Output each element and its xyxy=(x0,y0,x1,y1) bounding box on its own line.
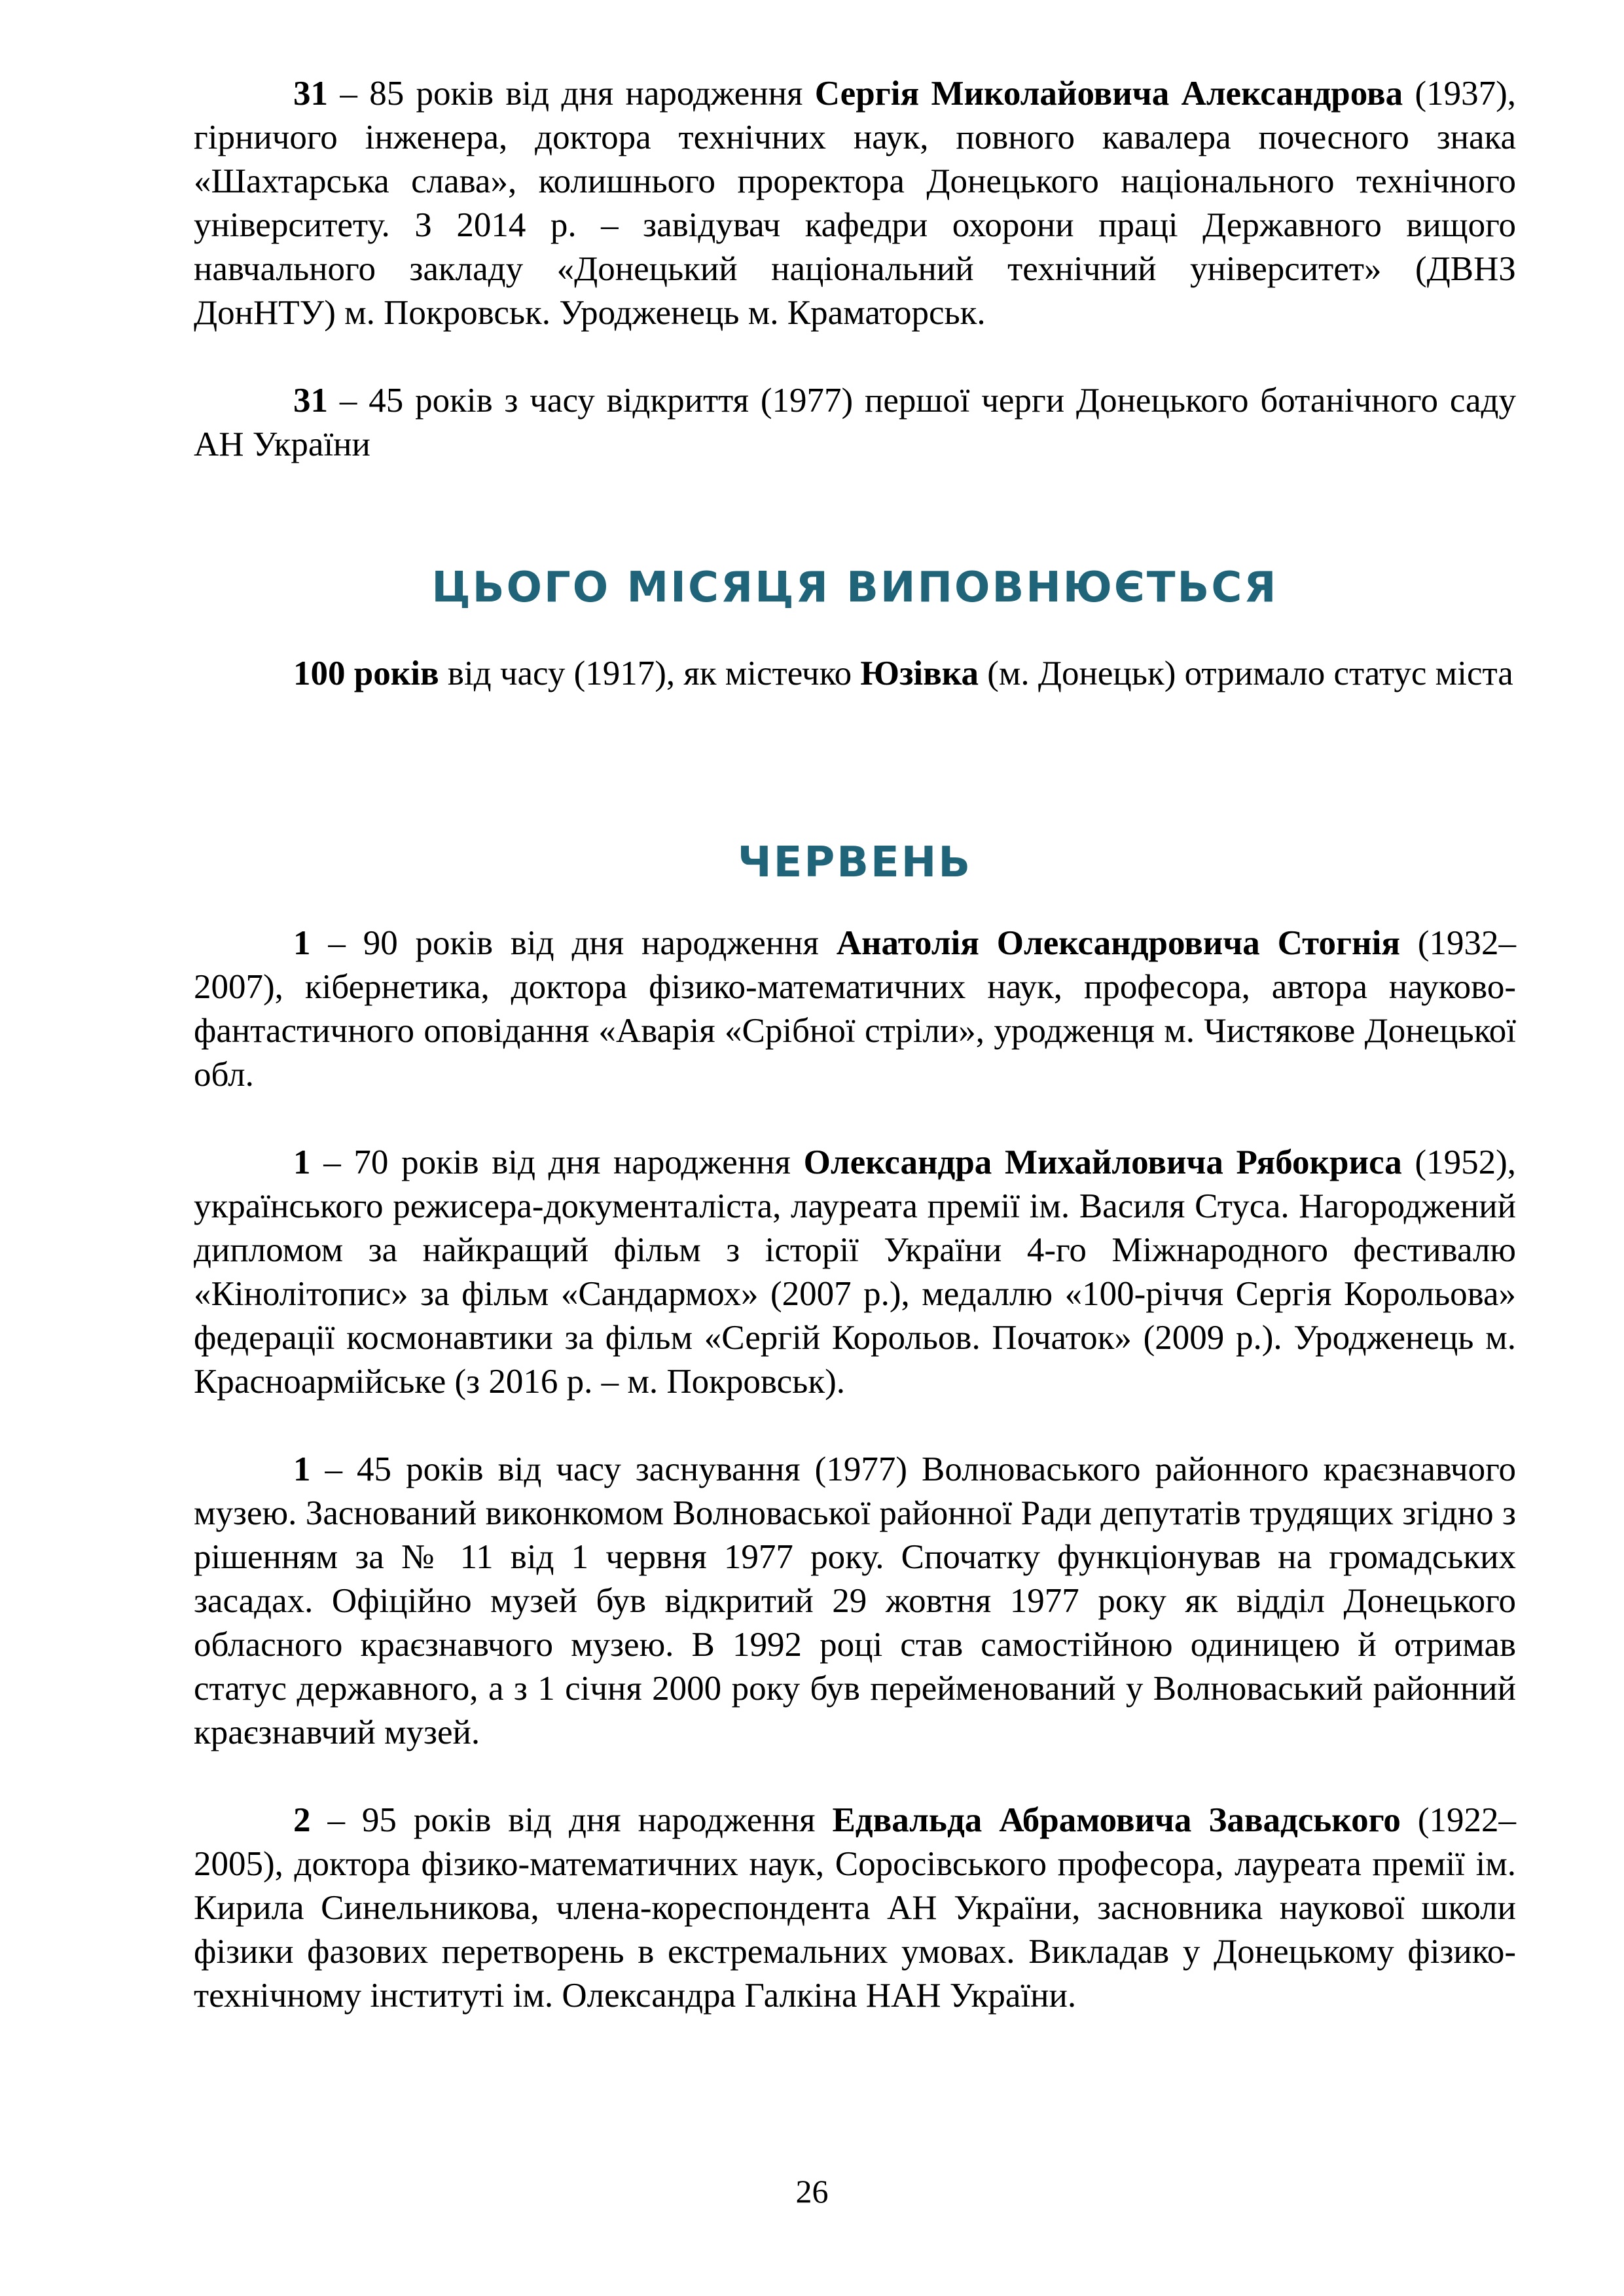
entry-volnovakha-museum xyxy=(194,1448,1516,1755)
entry-text: (1932–2007), кібернетика, доктора фізико-математичних наук, професора, автора науково-фантастичного оповідання «Аварія «Срібної стріли», уродженця м. Чистякове Донецької обл. xyxy=(194,924,1516,1094)
page-number: 26 xyxy=(795,2173,829,2210)
entry-date: 1 xyxy=(293,1450,311,1488)
place-name: Юзівка xyxy=(860,655,979,692)
entry-text: – 90 років від дня народження xyxy=(310,924,837,962)
entry-yuzivka xyxy=(194,652,1516,696)
person-name: Сергія Миколайовича Александрова xyxy=(814,75,1403,113)
section-heading-june: ЧЕРВЕНЬ xyxy=(737,838,973,887)
entry-text: – 70 років від дня народження xyxy=(310,1143,804,1181)
entry-date: 31 xyxy=(293,382,328,420)
document-body xyxy=(194,72,1516,2018)
entry-text: (1952), українського режисера-документаліста, лауреата премії ім. Василя Стуса. Нагороджений дипломом за найкращий фільм з історії України 4-го Міжнародного фестивалю «Кінолітопис» за фільм «Сандармох» (2007 р.), медаллю «100-річчя Сергія Корольова» федерації космонавтики за фільм «Сергій Корольов. Початок» (2009 р.). Уродженець м. Красноармійське (з 2016 р. – м. Покровськ). xyxy=(194,1143,1516,1401)
entry-riabokrys xyxy=(194,1141,1516,1404)
section-heading-month: ЦЬОГО МІСЯЦЯ ВИПОВНЮЄТЬСЯ xyxy=(431,564,1278,612)
person-name: Едвальда Абрамовича Завадського xyxy=(832,1801,1401,1839)
entry-date: 2 xyxy=(293,1801,311,1839)
entry-text: (1937), гірничого інженера, доктора технічних наук, повного кавалера почесного знака «Шахтарська слава», колишнього проректора Донецького національного технічного університету. З 2014 р. – завідувач кафедри охорони праці Державного вищого навчального закладу «Донецький національний технічний університет» (ДВНЗ ДонНТУ) м. Покровськ. Уродженець м. Краматорськ. xyxy=(194,75,1516,332)
entry-years: 100 років xyxy=(293,655,439,692)
entry-aleksandrov xyxy=(194,72,1516,335)
entry-date: 31 xyxy=(293,75,328,113)
entry-text: (1922–2005), доктора фізико-математичних наук, Соросівського професора, лауреата премії ім. Кирила Синельникова, члена-кореспондента АН України, засновника наукової школи фізики фазових перетворень в екстремальних умовах. Викладав у Донецькому фізико-технічному інституті ім. Олександра Галкіна НАН України. xyxy=(194,1801,1517,2015)
entry-text: від часу (1917), як містечко xyxy=(439,655,861,692)
entry-text: – 45 років з часу відкриття (1977) першої черги Донецького ботанічного саду АН України xyxy=(194,382,1516,463)
entry-text: – 95 років від дня народження xyxy=(310,1801,833,1839)
entry-stohnii xyxy=(194,922,1516,1097)
person-name: Анатолія Олександровича Стогнія xyxy=(836,924,1400,962)
entry-date: 1 xyxy=(293,924,311,962)
entry-botanical-garden xyxy=(194,379,1516,467)
entry-text: – 45 років від часу заснування (1977) Волноваського районного краєзнавчого музею. Заснований виконкомом Волноваської районної Ради депутатів трудящих згідно з рішенням за № 11 від 1 червня 1977 року. Спочатку функціонував на громадських засадах. Офіційно музей був відкритий 29 жовтня 1977 року як відділ Донецького обласного краєзнавчого музею. В 1992 році став самостійною одиницею й отримав статус державного, а з 1 січня 2000 року був перейменований у Волноваський районний краєзнавчий музей. xyxy=(194,1450,1516,1751)
entry-text: (м. Донецьк) отримало статус міста xyxy=(978,655,1513,692)
person-name: Олександра Михайловича Рябокриса xyxy=(803,1143,1402,1181)
entry-date: 1 xyxy=(293,1143,311,1181)
entry-text: – 85 років від дня народження xyxy=(328,75,815,113)
entry-zavadskyi xyxy=(194,1799,1516,2018)
